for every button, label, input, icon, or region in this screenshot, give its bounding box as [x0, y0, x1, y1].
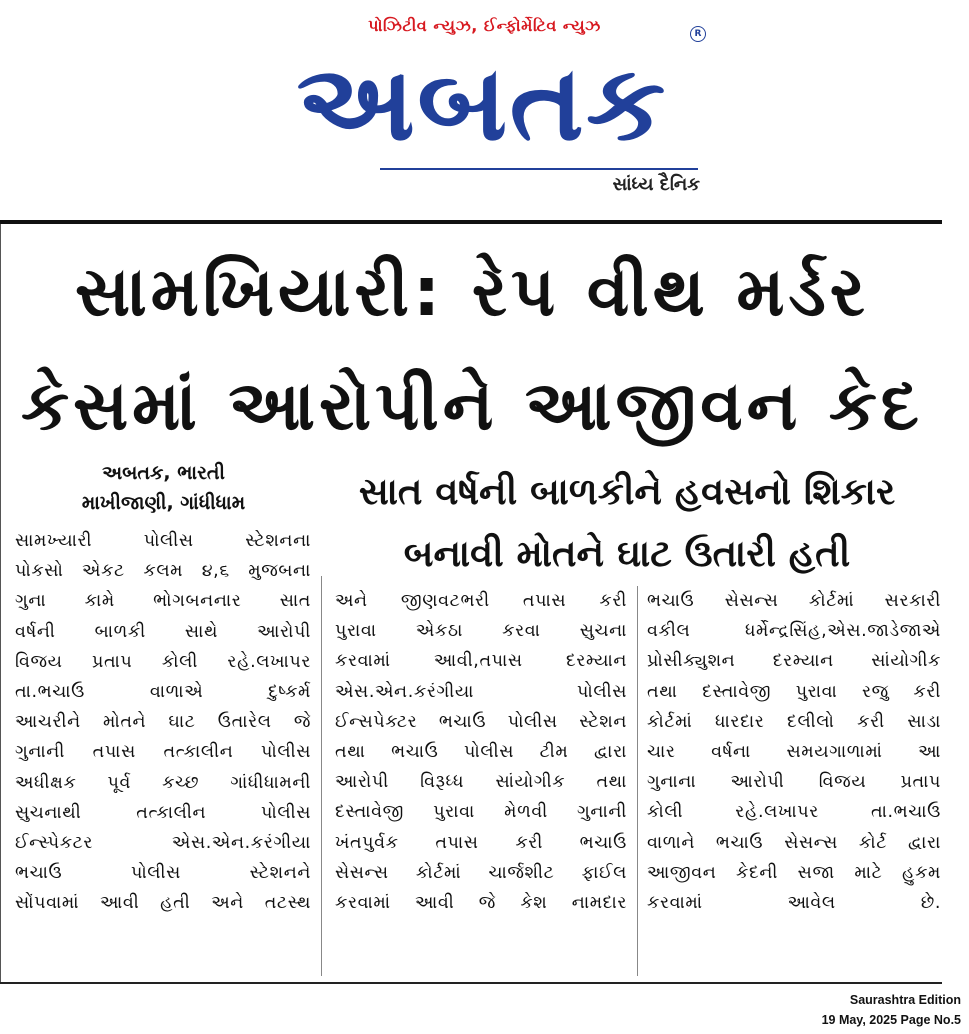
- body-text-line: તા.ભચાઉ વાળાએ દુષ્કર્મ: [15, 681, 311, 702]
- masthead-subtag: સાંધ્ય દૈનિક: [612, 174, 700, 195]
- body-text-line: દસ્તાવેજી પુરાવા મેળવી ગુનાની: [335, 802, 627, 823]
- bottom-divider: [0, 982, 942, 984]
- body-text-line: ગુનાની તપાસ તત્કાલીન પોલીસ: [15, 742, 311, 763]
- headline-line-1: સામખિયારી: રેપ વીથ મર્ડર: [75, 253, 869, 332]
- subheadline-line-1: સાત વર્ષની બાળકીને હવસનો શિકાર: [358, 470, 896, 513]
- body-text-line: ચાર વર્ષના સમયગાળામાં આ: [647, 741, 941, 762]
- body-column-3: [647, 586, 941, 918]
- body-text-line: આચરીને મોતને ઘાટ ઉતારેલ જે: [15, 712, 311, 733]
- body-text-line: સુચનાથી તત્કાલીન પોલીસ: [15, 802, 311, 823]
- byline-line-2: માખીજાણી, ગાંધીધામ: [81, 492, 246, 514]
- body-text-line: વાળાને ભચાઉ સેસન્સ કોર્ટ દ્વારા: [647, 832, 941, 853]
- body-text-line: પુરાવા એકઠા કરવા સુચના: [335, 621, 627, 642]
- body-text-line: કરવામાં આવેલ છે.: [647, 892, 941, 913]
- body-text-line: વિજય પ્રતાપ કોલી રહે.લખાપર: [15, 651, 311, 672]
- newspaper-logo: અબતક: [296, 42, 668, 164]
- body-text-line: સેસન્સ કોર્ટમાં ચાર્જશીટ ફાઈલ: [335, 862, 627, 883]
- edition-name: Saurashtra Edition: [849, 993, 961, 1007]
- masthead-tagline: પોઝિટીવ ન્યુઝ, ઈન્ફોર્મેટિવ ન્યુઝ: [368, 16, 601, 35]
- body-text-line: પોકસો એકટ કલમ ૪,૬ મુજબના: [15, 561, 311, 582]
- masthead-rule: [380, 168, 698, 170]
- registered-mark-icon: R: [690, 26, 706, 42]
- body-text-line: સામખ્યારી પોલીસ સ્ટેશનના: [15, 531, 311, 551]
- column-divider: [321, 576, 322, 976]
- body-text-line: ભચાઉ પોલીસ સ્ટેશનને: [15, 863, 311, 884]
- body-text-line: પ્રોસીક્યુશન દરમ્યાન સાંયોગીક: [647, 651, 941, 672]
- body-text-line: ઈન્સ્પેકટર એસ.એન.કરંગીયા: [15, 832, 311, 853]
- subheadline-line-2: બનાવી મોતને ઘાટ ઉતારી હતી: [403, 532, 851, 575]
- body-text-line: આરોપી વિરૂધ્ધ સાંયોગીક તથા: [335, 772, 627, 793]
- body-text-line: ખંતપુર્વક તપાસ કરી ભચાઉ: [335, 832, 627, 853]
- body-column-1: [15, 526, 311, 918]
- body-text-line: સોંપવામાં આવી હતી અને તટસ્થ: [15, 893, 311, 914]
- body-text-line: કરવામાં આવી જે કેશ નામદાર: [335, 892, 627, 913]
- byline-line-1: અબતક, ભારતી: [102, 462, 225, 484]
- body-text-line: આજીવન કેદની સજા માટે હુકમ: [647, 862, 941, 883]
- body-text-line: અને જીણવટભરી તપાસ કરી: [335, 591, 627, 611]
- byline: [21, 458, 306, 518]
- body-text-line: તથા ભચાઉ પોલીસ ટીમ દ્વારા: [335, 741, 627, 762]
- edition-info: [822, 990, 961, 1030]
- body-text-line: વર્ષની બાળકી સાથે આરોપી: [15, 621, 311, 642]
- body-text-line: ભચાઉ સેસન્સ કોર્ટમાં સરકારી: [647, 591, 941, 611]
- body-column-2: [335, 586, 627, 918]
- body-text-line: તથા દસ્તાવેજી પુરાવા રજુ કરી: [647, 681, 941, 702]
- body-text-line: ગુના કામે ભોગબનનાર સાત: [15, 591, 311, 612]
- news-article: [0, 224, 942, 984]
- edition-date-page: 19 May, 2025 Page No.5: [821, 1013, 961, 1027]
- body-text-line: અધીક્ષક પૂર્વ કચ્છ ગાંધીધામની: [15, 772, 311, 793]
- body-text-line: એસ.એન.કરંગીયા પોલીસ: [335, 681, 627, 702]
- body-text-line: કરવામાં આવી,તપાસ દરમ્યાન: [335, 651, 627, 672]
- body-text-line: ગુનાના આરોપી વિજય પ્રતાપ: [647, 772, 941, 793]
- body-text-line: વકીલ ધર્મેન્દ્રસિંહ,એસ.જાડેજાએ: [647, 621, 941, 642]
- body-text-line: કોર્ટમાં ધારદાર દલીલો કરી સાડા: [647, 711, 941, 732]
- masthead: [0, 0, 969, 222]
- body-text-line: કોલી રહે.લખાપર તા.ભચાઉ: [647, 802, 941, 823]
- body-text-line: ઈન્સપેક્ટર ભચાઉ પોલીસ સ્ટેશન: [335, 711, 627, 732]
- column-divider: [637, 586, 638, 976]
- headline-line-2: કેસમાં આરોપીને આજીવન કેદ: [21, 367, 923, 446]
